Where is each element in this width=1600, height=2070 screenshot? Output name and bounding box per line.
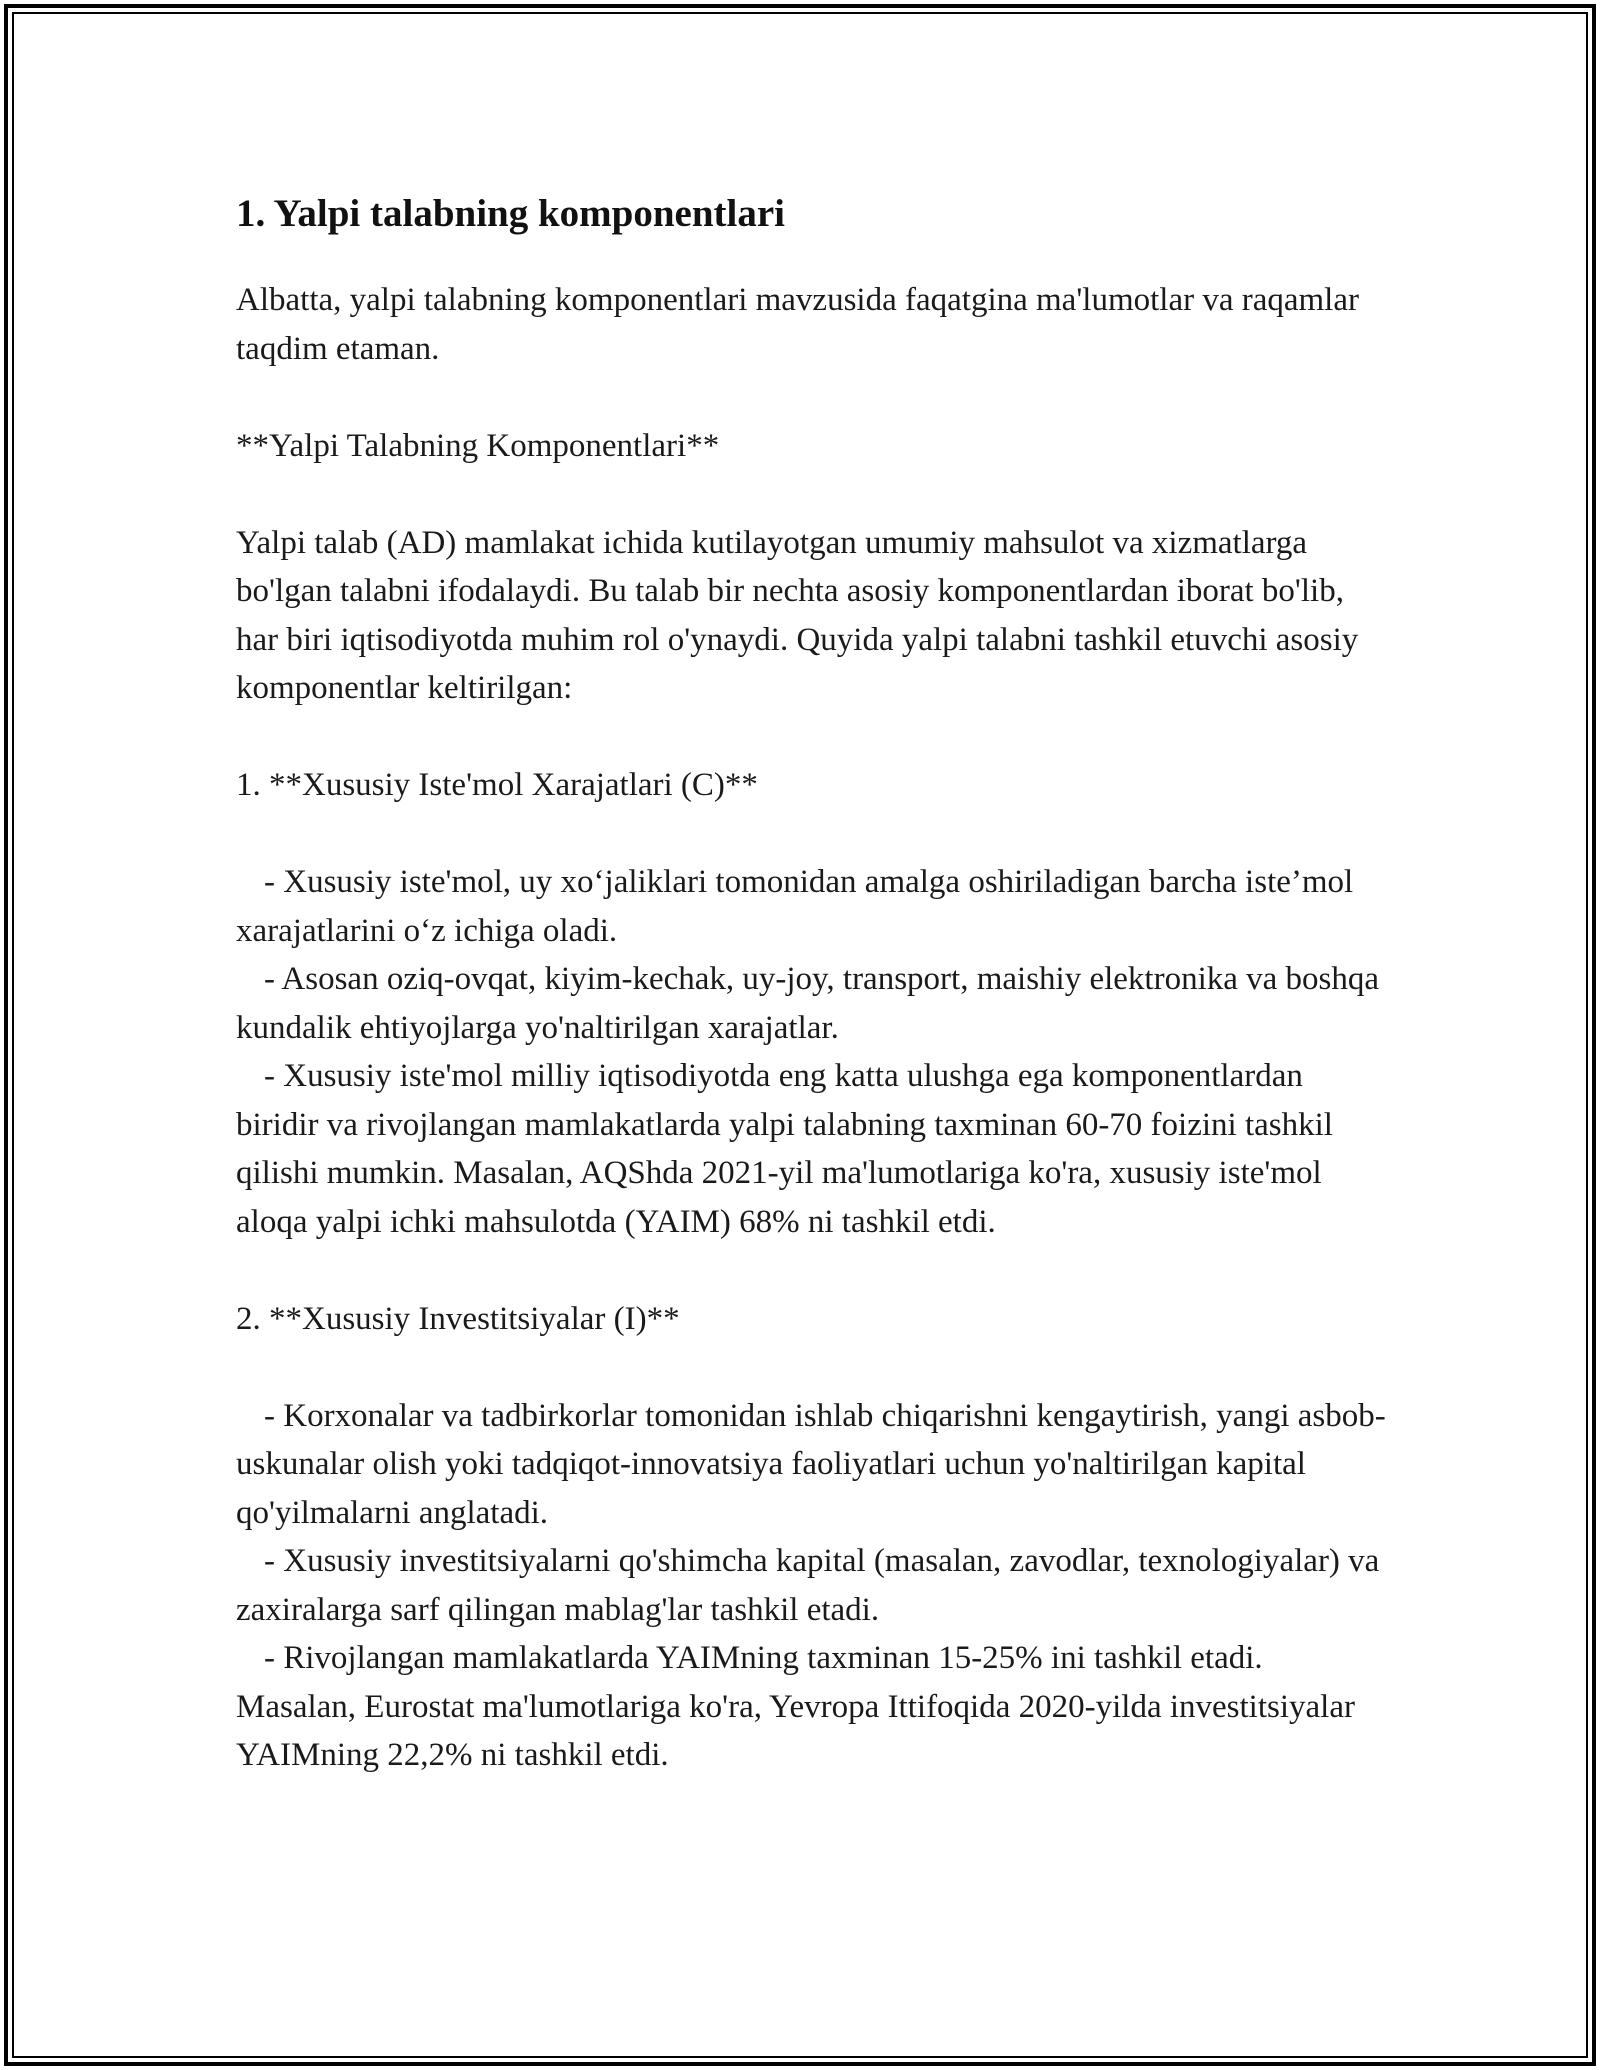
list-item: - Asosan oziq-ovqat, kiyim-kechak, uy-joy, transport, maishiy elektronika va boshqa kundalik ehtiyojlarga yo'naltirilgan xarajatlar. xyxy=(236,961,1380,1046)
list-item: - Xususiy iste'mol milliy iqtisodiyotda eng katta ulushga ega komponentlardan biridir va rivojlangan mamlakatlarda yalpi talabning taxminan 60-70 foizini tashkil qilishi mumkin. Masalan, AQShda 2021-yil ma'lumotlariga ko'ra, xususiy iste'mol aloqa yalpi ichki mahsulotda (YAIM) 68% ni tashkil etdi. xyxy=(236,1058,1333,1240)
intro-paragraph: Albatta, yalpi talabning komponentlari mavzusida faqatgina ma'lumotlar va raqamlar taqdim etaman. xyxy=(236,282,1368,367)
list-item: - Xususiy iste'mol, uy xo‘jaliklari tomonidan amalga oshiriladigan barcha iste’mol xarajatlarini o‘z ichiga oladi. xyxy=(236,864,1354,949)
component-heading-investment: 2. **Xususiy Investitsiyalar (I)** xyxy=(236,1300,680,1337)
document-title: 1. Yalpi talabning komponentlari xyxy=(236,192,786,235)
spacer xyxy=(236,713,1386,762)
document-body xyxy=(236,186,1386,1780)
component-heading-consumption: 1. **Xususiy Iste'mol Xarajatlari (C)** xyxy=(236,767,758,803)
section-heading: **Yalpi Talabning Komponentlari** xyxy=(236,427,720,464)
spacer xyxy=(236,470,1386,519)
overview-paragraph: Yalpi talab (AD) mamlakat ichida kutilayotgan umumiy mahsulot va xizmatlarga bo'lgan talabni ifodalaydi. Bu talab bir nechta asosiy komponentlardan iborat bo'lib, har biri iqtisodiyotda muhim rol o'ynaydi. Quyida yalpi talabni tashkil etuvchi asosiy komponentlar keltirilgan: xyxy=(236,524,1367,706)
list-item: - Rivojlangan mamlakatlarda YAIMning taxminan 15-25% ini tashkil etadi. Masalan, Eurostat ma'lumotlariga ko'ra, Yevropa Ittifoqida 2020-yilda investitsiyalar YAIMning 22,2% ni tashkil etdi. xyxy=(236,1640,1355,1773)
spacer xyxy=(236,1343,1386,1392)
spacer xyxy=(236,810,1386,859)
spacer xyxy=(236,1246,1386,1295)
list-item: - Korxonalar va tadbirkorlar tomonidan ishlab chiqarishni kengaytirish, yangi asbob-uskunalar olish yoki tadqiqot-innovatsiya faoliyatlari uchun yo'naltirilgan kapital qo'yilmalarni anglatadi. xyxy=(236,1397,1386,1531)
spacer xyxy=(236,373,1386,422)
list-item: - Xususiy investitsiyalarni qo'shimcha kapital (masalan, zavodlar, texnologiyalar) va zaxiralarga sarf qilingan mablag'lar tashkil etadi. xyxy=(236,1543,1380,1628)
